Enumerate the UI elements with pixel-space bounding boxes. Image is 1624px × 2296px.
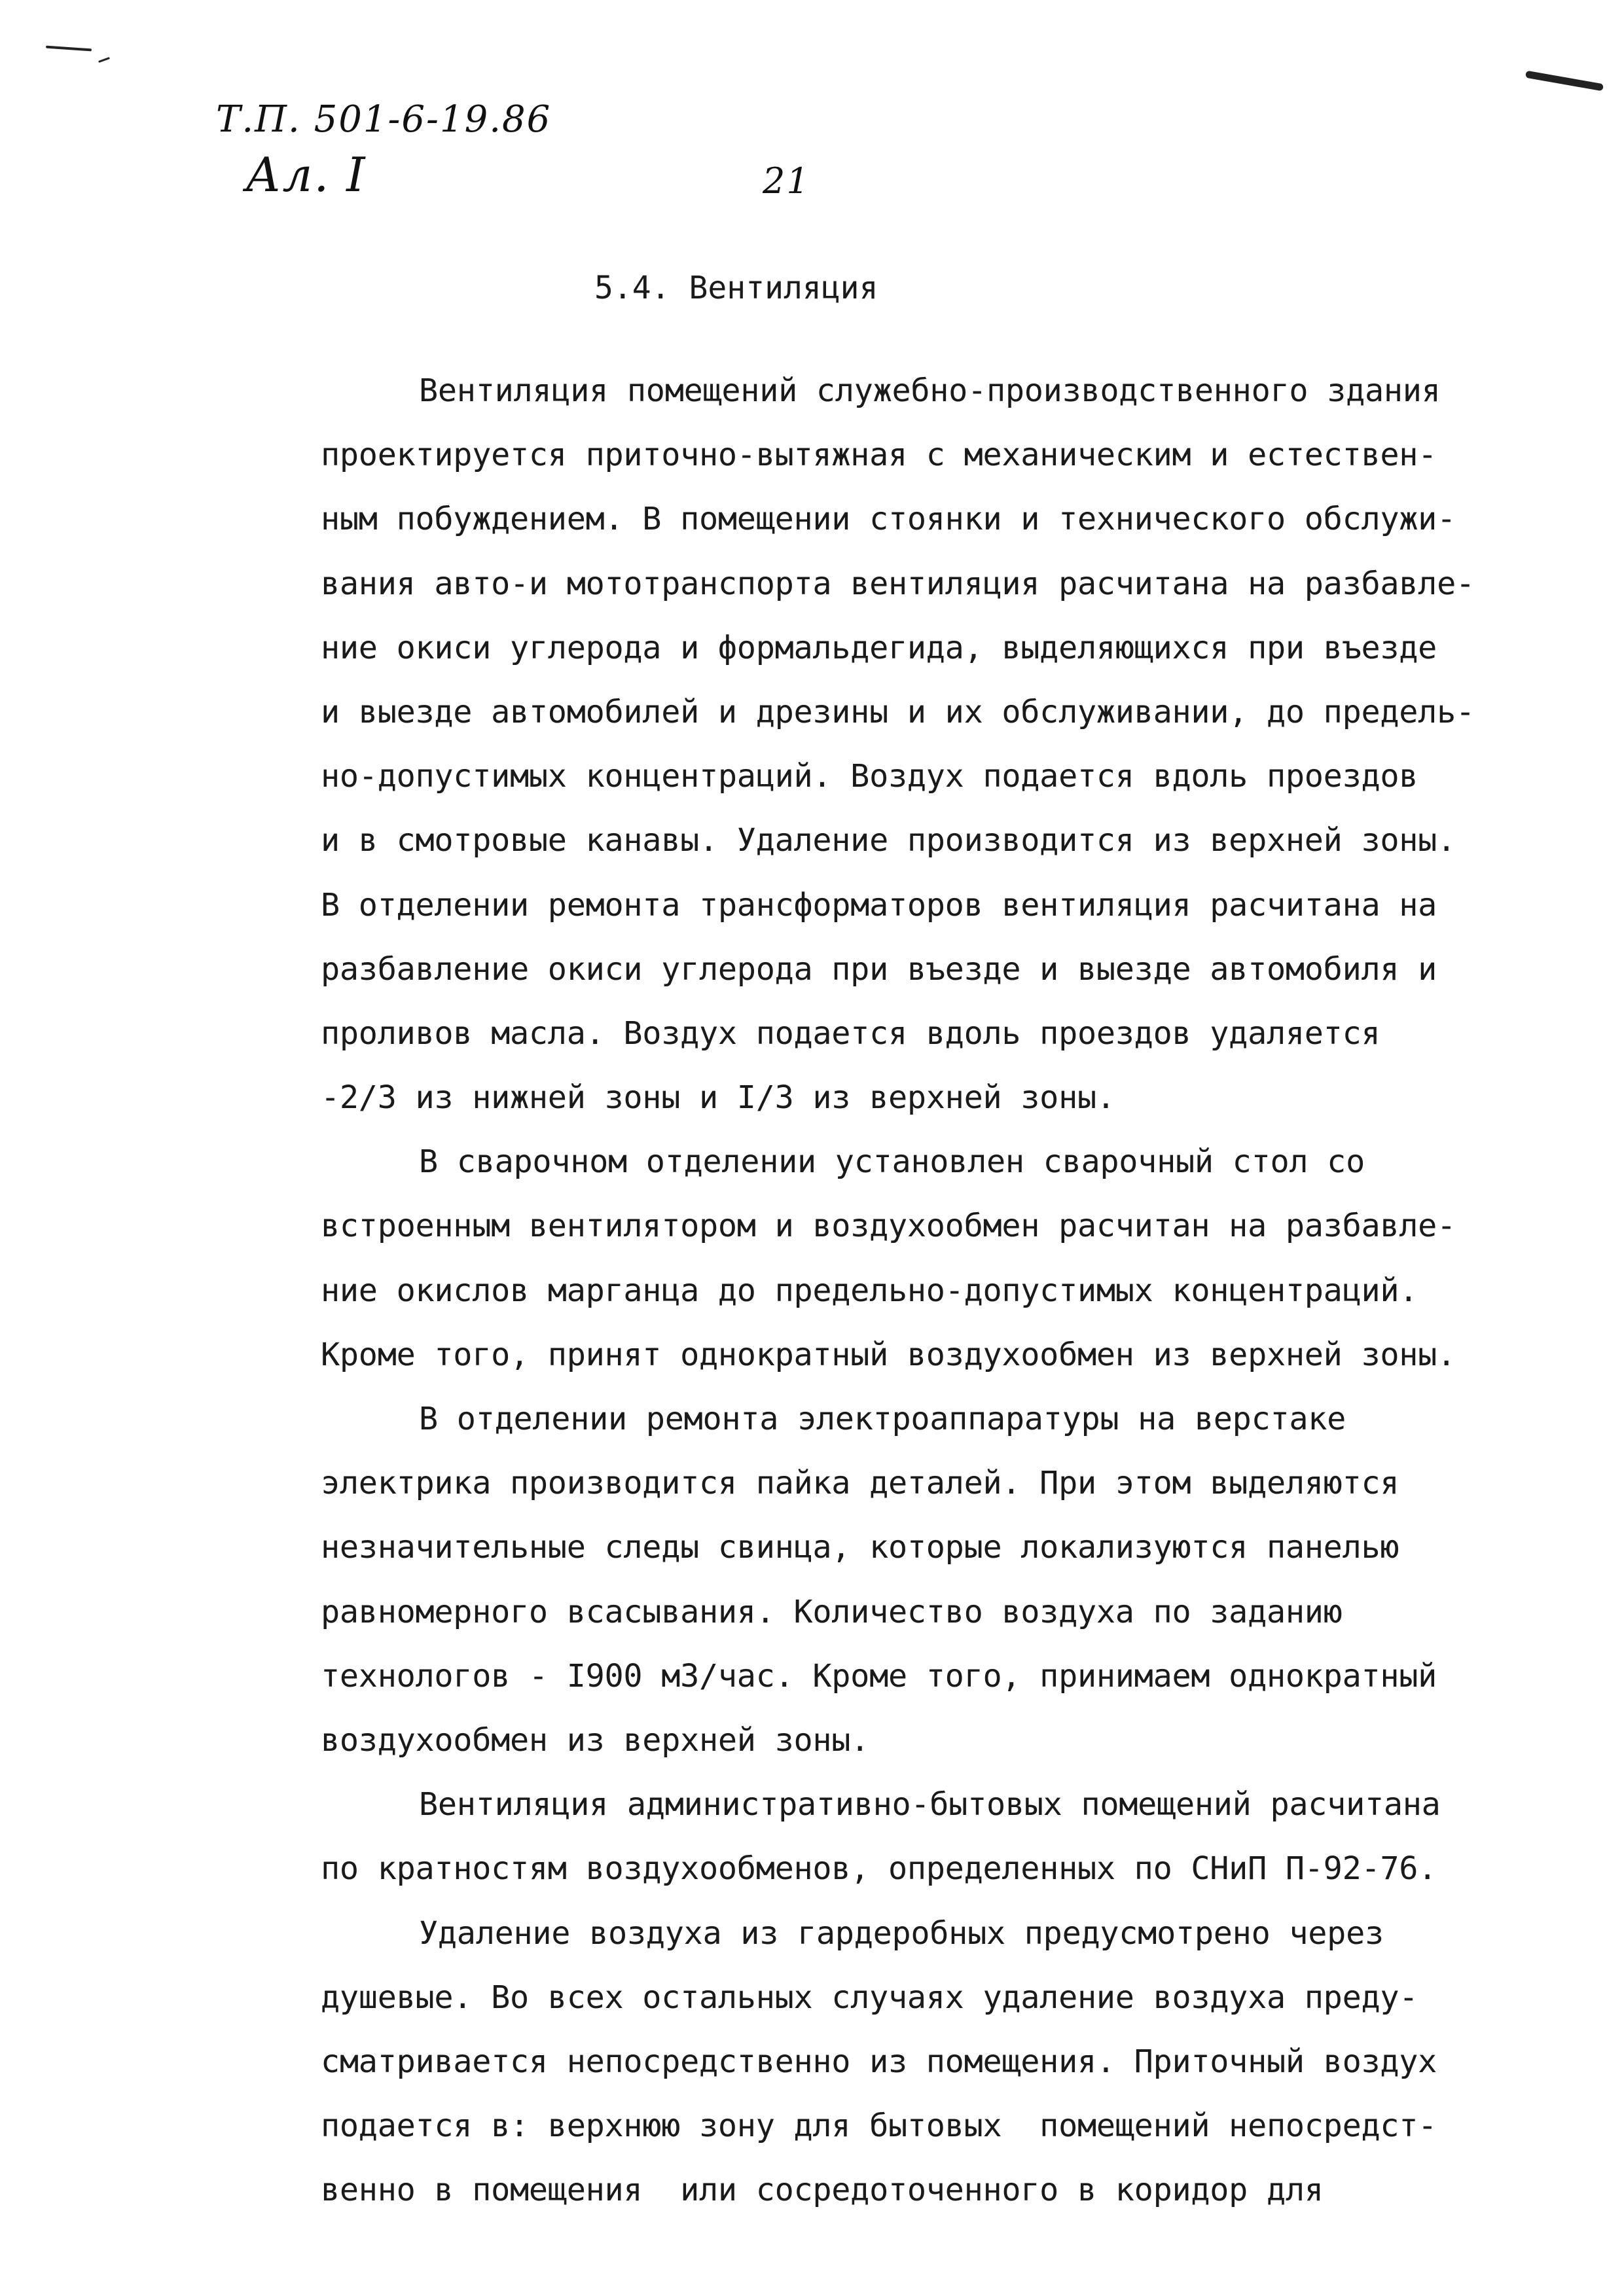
text-line: и выезде автомобилей и дрезины и их обслуживании, до предель- — [321, 693, 1475, 730]
text-line: воздухообмен из верхней зоны. — [321, 1721, 870, 1759]
text-line: электрика производится пайка деталей. При этом выделяются — [321, 1465, 1399, 1502]
text-line: Вентиляция административно-бытовых помещений расчитана — [419, 1786, 1441, 1823]
text-line: но-допустимых концентраций. Воздух подается вдоль проездов — [321, 758, 1418, 795]
text-line: вания авто-и мототранспорта вентиляция расчитана на разбавле- — [321, 565, 1475, 602]
text-line: равномерного всасывания. Количество воздуха по заданию — [321, 1593, 1343, 1630]
text-line: встроенным вентилятором и воздухообмен расчитан на разбавле- — [321, 1208, 1456, 1245]
text-line: Вентиляция помещений служебно-производственного здания — [419, 372, 1441, 409]
section-heading: 5.4. Вентиляция — [594, 270, 878, 306]
text-line: В отделении ремонта трансформаторов вентиляция расчитана на — [321, 886, 1437, 924]
text-line: технологов - I900 м3/час. Кроме того, принимаем однократный — [321, 1657, 1437, 1695]
text-line: разбавление окиси углерода при въезде и выезде автомобиля и — [321, 950, 1437, 988]
pen-mark — [46, 46, 92, 52]
text-line: ние окислов марганца до предельно-допустимых концентраций. — [321, 1272, 1418, 1309]
text-line: сматривается непосредственно из помещения. Приточный воздух — [321, 2043, 1437, 2080]
text-line: по кратностям воздухообменов, определенных по СНиП П-92-76. — [321, 1850, 1437, 1888]
document-body — [321, 359, 1551, 2222]
text-line: В сварочном отделении установлен сварочный стол со — [419, 1143, 1365, 1181]
text-line: В отделении ремонта электроаппаратуры на верстаке — [419, 1401, 1346, 1437]
text-line: Кроме того, принят однократный воздухообмен из верхней зоны. — [321, 1336, 1456, 1373]
document-code: Т.П. 501-6-19.86 — [216, 98, 552, 141]
text-line: незначительные следы свинца, которые локализуются панелью — [321, 1529, 1399, 1566]
text-line: ным побуждением. В помещении стоянки и технического обслужи- — [321, 501, 1456, 538]
text-line: и в смотровые канавы. Удаление производится из верхней зоны. — [321, 822, 1456, 859]
text-line: проливов масла. Воздух подается вдоль проездов удаляется — [321, 1014, 1380, 1052]
text-line: Удаление воздуха из гардеробных предусмотрено через — [419, 1914, 1384, 1952]
text-line: подается в: верхнюю зону для бытовых помещений непосредст- — [321, 2108, 1437, 2145]
text-line: -2/3 из нижней зоны и I/3 из верхней зоны. — [321, 1079, 1115, 1117]
pen-mark — [98, 57, 110, 63]
text-line: душевые. Во всех остальных случаях удаление воздуха преду- — [321, 1979, 1418, 2016]
page-number: 21 — [763, 160, 810, 202]
text-line: проектируется приточно-вытяжная с механическим и естествен- — [321, 437, 1437, 474]
text-line: ние окиси углерода и формальдегида, выделяющихся при въезде — [321, 629, 1437, 666]
pen-mark — [1525, 71, 1604, 92]
text-line: венно в помещения или сосредоточенного в коридор для — [321, 2172, 1324, 2209]
sheet-label: Ал. I — [245, 147, 367, 202]
